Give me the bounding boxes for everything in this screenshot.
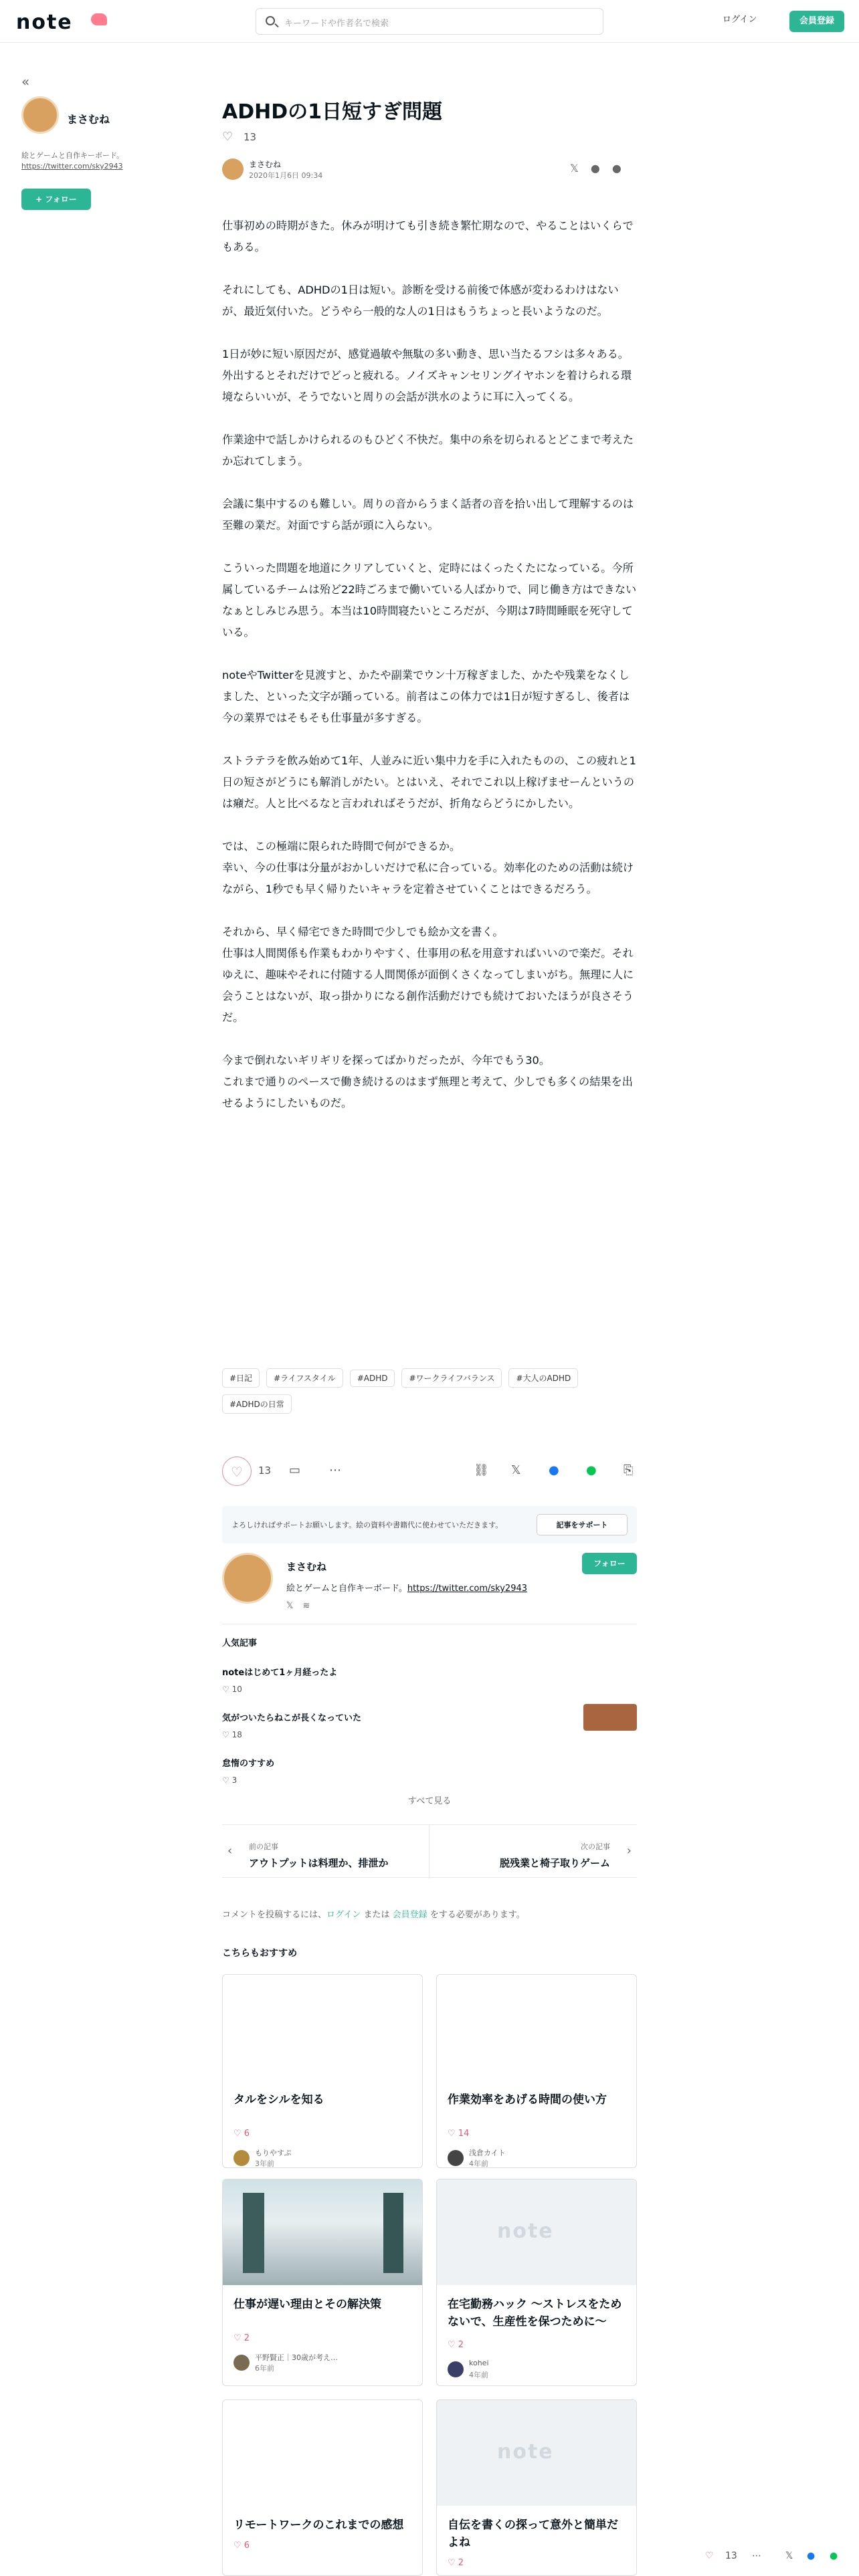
x-share-icon[interactable]: 𝕏: [511, 1463, 521, 1477]
author-avatar-small[interactable]: [222, 158, 244, 180]
comment-icon[interactable]: ▭: [289, 1463, 301, 1477]
next-article-label: 次の記事: [581, 1842, 610, 1851]
card-title[interactable]: 在宅勤務ハック ～ストレスをためないで、生産性を保つために～: [448, 2298, 622, 2329]
article-paragraph: 仕事初めの時期がきた。休みが明けても引き続き繁忙期なので、やることはいくらでもある。: [222, 219, 634, 253]
card-date: 4年前: [469, 2371, 488, 2379]
card-like-count: 14: [458, 2129, 470, 2139]
facebook-share-icon[interactable]: ●: [807, 2551, 816, 2561]
card-likes: ♡ 2: [448, 2558, 464, 2568]
article-navigation: [222, 1824, 637, 1878]
hashtag[interactable]: #日記: [222, 1368, 260, 1388]
article-title: ADHDの1日短すぎ問題: [222, 100, 443, 124]
article-paragraph: 作業途中で話しかけられるのもひどく不快だ。集中の糸を切られるとどこまで考えたか忘れてしまう。: [222, 433, 634, 467]
share-icons: [570, 162, 634, 175]
popular-item-title[interactable]: 怠惰のすすめ: [222, 1759, 275, 1769]
recommend-card[interactable]: [222, 1974, 423, 2168]
link-icon[interactable]: ⛓: [474, 1463, 489, 1477]
card-title[interactable]: 仕事が遅い理由とその解決策: [233, 2298, 381, 2311]
search-input[interactable]: [256, 8, 603, 35]
card-date: 3年前: [255, 2159, 274, 2168]
prev-article-title[interactable]: アウトプットは料理か、排泄か: [249, 1857, 389, 1869]
login-button[interactable]: ログイン: [723, 15, 757, 25]
site-header: [0, 0, 859, 43]
article-paragraph: こういった問題を地道にクリアしていくと、定時にはくったくたになっている。今所属しているチームは殆ど22時ごろまで働いている人ばかりで、同じ働き方はできないなぁとしみじみ思う。本当は10時間寝たいところだが、今期は7時間睡眠を死守している。: [222, 562, 637, 639]
card-image: [437, 2179, 637, 2285]
hashtag[interactable]: #大人のADHD: [508, 1368, 578, 1388]
popular-item[interactable]: [222, 1756, 637, 1785]
recommend-card[interactable]: [436, 1974, 637, 2168]
recommend-card[interactable]: [436, 2179, 637, 2386]
logo-mark-icon: [91, 13, 107, 25]
article-paragraph: ストラテラを飲み始めて1年、人並みに近い集中力を手に入れたものの、この疲れと1日の短さがどうにも解消しがたい。とはいえ、それでこれ以上稼げませーんというのは癪だ。人と比べるなと言われればそうだが、折角ならどうにかしたい。: [222, 754, 636, 810]
card-author-avatar[interactable]: [233, 2150, 250, 2166]
creator-social-icons: [286, 1601, 319, 1611]
hashtag[interactable]: #ライフスタイル: [266, 1368, 343, 1388]
search-icon: [266, 16, 275, 25]
creator-avatar[interactable]: [222, 1553, 273, 1604]
author-bio: 絵とゲームと自作キーボード。: [21, 151, 124, 160]
comment-text: コメントを投稿するには、: [222, 1910, 327, 1920]
popular-item-likes: ♡ 18: [222, 1730, 242, 1739]
card-author[interactable]: 浅倉カイト: [469, 2149, 506, 2157]
hashtag[interactable]: #ADHDの日常: [222, 1394, 292, 1414]
article-author[interactable]: まさむね: [249, 160, 282, 169]
author-avatar[interactable]: [21, 96, 59, 134]
comment-notice: [222, 1907, 525, 1920]
comment-text: をする必要があります。: [427, 1910, 525, 1920]
like-count-bottom: 13: [258, 1465, 272, 1477]
hashtag-list: [222, 1368, 637, 1420]
popular-item-like-count: 18: [231, 1730, 242, 1739]
placeholder-note-logo: note: [497, 2440, 554, 2464]
popular-item-likes: ♡ 3: [222, 1776, 237, 1785]
card-likes: ♡ 6: [233, 2541, 250, 2551]
article-paragraph: それから、早く帰宅できた時間で少しでも絵か文を書く。 仕事は人間関係も作業もわかりやすく、仕事用の私を用意すればいいので楽だ。それゆえに、趣味やそれに付随する人間関係が面倒くさくなってしまいがち。無理に人に会うことはないが、取っ掛かりになる創作活動だけでも続けておいたほうが良さそうだ。: [222, 926, 634, 1024]
popular-item[interactable]: [222, 1711, 637, 1739]
creator-bio: [286, 1581, 527, 1594]
see-all-link[interactable]: すべて見る: [407, 1796, 452, 1806]
like-count: 13: [244, 131, 257, 143]
line-share-icon[interactable]: ●: [586, 1463, 597, 1477]
card-author-avatar[interactable]: [233, 2355, 250, 2371]
popular-item-title[interactable]: noteはじめて1ヶ月経ったよ: [222, 1668, 338, 1678]
card-title[interactable]: 作業効率をあげる時間の使い方: [448, 2093, 607, 2107]
card-author[interactable]: 平野賢正｜30歳が考え…: [255, 2353, 338, 2362]
card-date: 4年前: [469, 2159, 488, 2168]
card-likes: ♡ 14: [448, 2129, 470, 2139]
recommend-card[interactable]: [222, 2179, 423, 2386]
facebook-share-icon[interactable]: ●: [549, 1463, 559, 1477]
card-title[interactable]: タルをシルを知る: [233, 2093, 324, 2107]
article-date: 2020年1月6日 09:34: [249, 171, 323, 180]
rss-icon[interactable]: ≋: [302, 1601, 320, 1611]
card-like-count: 2: [458, 2558, 464, 2568]
line-share-icon[interactable]: ●: [830, 2551, 838, 2561]
popular-item-like-count: 10: [231, 1685, 242, 1694]
like-button[interactable]: ♡: [222, 1457, 252, 1486]
floating-action-bar: [702, 2544, 859, 2571]
card-image: [223, 1975, 423, 2080]
more-icon[interactable]: ⋯: [329, 1463, 341, 1477]
popular-item[interactable]: [222, 1665, 637, 1694]
card-like-count: 2: [244, 2333, 250, 2343]
heart-icon[interactable]: ♡: [222, 130, 233, 144]
next-article-title[interactable]: 脱残業と椅子取りゲーム: [499, 1857, 610, 1869]
recommend-card[interactable]: [222, 2399, 423, 2576]
facebook-share-icon[interactable]: ●: [590, 162, 612, 175]
search-placeholder: キーワードや作者名で検索: [284, 19, 389, 29]
x-share-icon[interactable]: 𝕏: [570, 162, 591, 175]
author-twitter-link[interactable]: https://twitter.com/sky2943: [21, 162, 123, 171]
action-bar: [222, 1453, 637, 1490]
heart-icon[interactable]: ♡: [705, 2551, 714, 2561]
floating-like-count: 13: [725, 2551, 737, 2561]
card-date: 6年前: [255, 2364, 274, 2373]
placeholder-note-logo: note: [497, 2220, 554, 2243]
article-paragraph: それにしても、ADHDの1日は短い。診断を受ける前後で体感が変わるわけはないが、最近気付いた。どうやら一般的な人の1日はもうちょっと長いようなのだ。: [222, 284, 619, 318]
recommend-card[interactable]: [436, 2399, 637, 2576]
embed-icon[interactable]: ⎘: [624, 1463, 634, 1477]
card-like-count: 6: [244, 2541, 250, 2551]
card-likes: ♡ 6: [233, 2129, 250, 2139]
card-likes: ♡ 2: [448, 2340, 464, 2350]
recommend-heading: こちらもおすすめ: [222, 1948, 298, 1959]
support-box: [222, 1506, 637, 1543]
more-icon[interactable]: ⋯: [752, 2551, 761, 2561]
popular-item-thumbnail[interactable]: [583, 1704, 637, 1731]
prev-article-link[interactable]: [222, 1825, 430, 1879]
creator-follow-button[interactable]: フォロー: [582, 1553, 637, 1574]
card-image: [223, 2179, 423, 2285]
support-button[interactable]: 記事をサポート: [537, 1514, 628, 1535]
article-body: [222, 215, 637, 1136]
card-like-count: 2: [458, 2340, 464, 2350]
card-author[interactable]: kohei: [469, 2359, 489, 2367]
article-paragraph: では、この極端に限られた時間で何ができるか。 幸い、今の仕事は分量がおかしいだけで私に合っている。効率化のための活動は続けながら、1秒でも早く帰りたいキャラを定着させていくことはできるだろう。: [222, 840, 634, 895]
comment-signup-link[interactable]: 会員登録: [392, 1910, 427, 1920]
author-name[interactable]: まさむね: [67, 113, 110, 126]
hashtag[interactable]: #ワークライフバランス: [401, 1368, 502, 1388]
card-image: [437, 1975, 637, 2080]
creator-name[interactable]: まさむね: [286, 1561, 327, 1573]
card-like-count: 6: [244, 2129, 250, 2139]
follow-button[interactable]: + フォロー: [21, 189, 91, 210]
card-image: [437, 2400, 637, 2506]
article-paragraph: 今まで倒れないギリギリを探ってばかりだったが、今年でもう30。 これまで通りのペースで働き続けるのはまず無理と考えて、少しでも多くの結果を出せるようにしたいものだ。: [222, 1054, 633, 1109]
x-share-icon[interactable]: 𝕏: [785, 2551, 793, 2561]
chevron-right-icon: ›: [626, 1844, 632, 1858]
collapse-sidebar-icon[interactable]: «: [21, 74, 30, 90]
comment-login-link[interactable]: ログイン: [326, 1910, 361, 1920]
popular-item-title[interactable]: 気がついたらねこが長くなっていた: [222, 1713, 362, 1723]
article-paragraph: 会議に集中するのも難しい。周りの音からうまく話者の音を拾い出して理解するのは至難の業だ。対面ですら話が頭に入らない。: [222, 498, 634, 532]
popular-heading: 人気記事: [222, 1638, 258, 1648]
popular-item-likes: ♡ 10: [222, 1685, 242, 1694]
note-logo[interactable]: note: [16, 11, 73, 34]
card-title[interactable]: 自伝を書くの探って意外と簡単だよね: [448, 2518, 618, 2549]
hashtag[interactable]: #ADHD: [350, 1370, 395, 1387]
comment-text: または: [361, 1910, 393, 1920]
article-paragraph: noteやTwitterを見渡すと、かたや副業でウン十万稼ぎました、かたや残業をなくしました、といった文字が踊っている。前者はこの体力では1日が短すぎるし、後者は今の業界ではそもそも仕事量が多すぎる。: [222, 669, 630, 724]
card-likes: ♡ 2: [233, 2333, 250, 2343]
card-title[interactable]: リモートワークのこれまでの感想: [233, 2518, 404, 2532]
signup-button[interactable]: 会員登録: [789, 11, 844, 32]
popular-item-like-count: 3: [231, 1776, 237, 1785]
creator-twitter-link[interactable]: https://twitter.com/sky2943: [407, 1584, 528, 1594]
card-author-avatar[interactable]: [448, 2150, 464, 2166]
card-image: [223, 2400, 423, 2506]
article-paragraph: 1日が妙に短い原因だが、感覚過敏や無駄の多い動き、思い当たるフシは多々ある。 外出するとそれだけでどっと疲れる。ノイズキャンセリングイヤホンを着けられる環境ならいいが、そうでないと周りの会話が洪水のように耳に入ってくる。: [222, 348, 632, 403]
card-author[interactable]: もりやすぷ: [255, 2149, 292, 2157]
prev-article-label: 前の記事: [249, 1842, 278, 1851]
support-text: よろしければサポートお願いします。絵の資料や書籍代に使わせていただきます。: [231, 1521, 503, 1529]
card-author-avatar[interactable]: [448, 2361, 464, 2377]
x-icon[interactable]: 𝕏: [286, 1601, 303, 1611]
creator-bio-text: 絵とゲームと自作キーボード。: [286, 1584, 407, 1594]
line-share-icon[interactable]: ●: [611, 162, 634, 175]
chevron-left-icon: ‹: [227, 1844, 233, 1858]
